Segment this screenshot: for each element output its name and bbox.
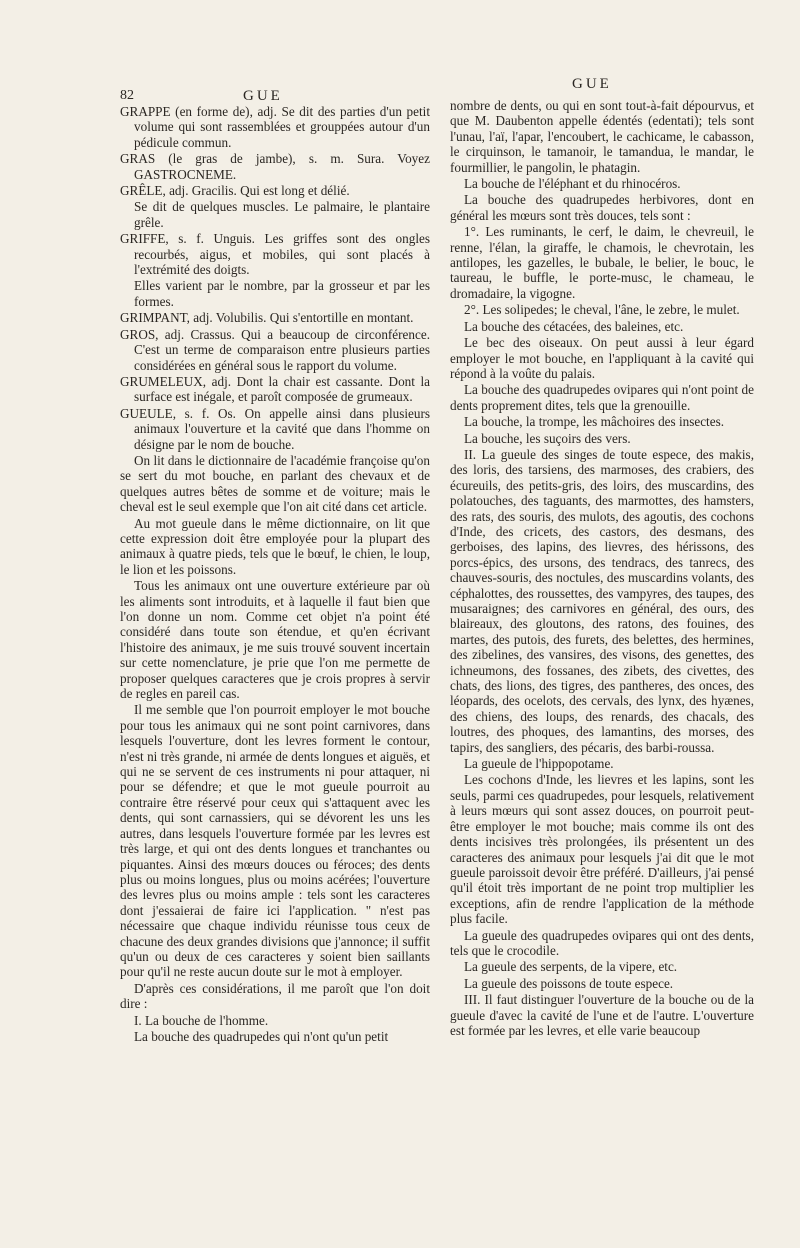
dictionary-entry: GRUMELEUX, adj. Dont la chair est cassante. Dont la surface est inégale, et paroît composée de grumeaux. (120, 373, 430, 405)
paragraph: La bouche, la trompe, les mâchoires des insectes. (464, 414, 724, 430)
paragraph: La bouche de l'éléphant et du rhinocéros. (464, 176, 681, 192)
paragraph: Tous les animaux ont une ouverture extérieure par où les aliments sont introduits, et à laquelle il faut bien que l'on donne un nom. Comme cet objet n'a point été considéré dans toute son étendue, et qu'en écrivant l'histoire des animaux, je me suis trouvé souvent incertain sur cette nomenclature, je prie que l'on me permette de proposer quelques caracteres que je crois propres à servir de regles en pareil cas. (120, 578, 430, 702)
paragraph: La gueule des quadrupedes ovipares qui ont des dents, tels que le crocodile. (450, 927, 754, 958)
paragraph: Se dit de quelques muscles. Le palmaire, le plantaire grêle. (134, 199, 430, 230)
paragraph: La bouche des quadrupedes herbivores, dont en général les mœurs sont très douces, tels sont : (450, 192, 754, 223)
left-running-head: GUE (243, 88, 283, 104)
paragraph: Elles varient par le nombre, par la grosseur et par les formes. (134, 278, 430, 309)
paragraph: La bouche des quadrupedes qui n'ont qu'un petit (134, 1028, 389, 1044)
paragraph: nombre de dents, ou qui en sont tout-à-fait dépourvus, et que M. Daubenton appelle édentés (edentati); tels sont l'unau, l'aï, l'apar, l'encoubert, le cachicame, le cabasson, le cirquinson, le tamanoir, le tamandua, le mandar, le fourmillier, le pangolin, le phatagin. (450, 98, 754, 175)
paragraph: Le bec des oiseaux. On peut aussi à leur égard employer le mot bouche, en l'appliquant à la cavité qui répond à la voûte du palais. (450, 335, 754, 381)
paragraph: On lit dans le dictionnaire de l'académie françoise qu'on se sert du mot bouche, en parlant des chevaux et de quelques autres bêtes de somme et de voiture; mais le cheval est le seul exemple que l'on ait cité dans cet article. (120, 452, 430, 515)
paragraph: La bouche des cétacées, des baleines, etc. (464, 318, 684, 334)
page-number: 82 (120, 88, 134, 103)
paragraph: III. Il faut distinguer l'ouverture de la bouche ou de la gueule d'avec la cavité de l'une et de l'autre. L'ouverture est formée par les levres, et elle varie beaucoup (450, 992, 754, 1038)
paragraph: Il me semble que l'on pourroit employer le mot bouche pour tous les animaux qui ne sont point carnivores, dans lesquels l'ouverture, dont les levres forment le contour, n'est ni très grande, ni armée de dents longues et aiguës, et qui ne se servent de ces instruments ni pour attaquer, ni pour se défendre; et que le mot gueule pourroit au contraire être réservé pour ceux qui s'attaquent avec les dents, qui sont carnassiers, qui se dévorent les uns les autres, dans lesquels l'ouverture formée par les levres est très large, et qui ont des dents longues et tranchantes ou piquantes. Ainsi des mœurs douces ou féroces; des dents plus ou moins longues, plus ou moins acérées; l'ouverture des levres plus ou moins ample : tels sont les caracteres dont j'essaierai de faire ici l'application. " n'est pas nécessaire que chaque individu réunisse tous ceux de chacune des deux grandes divisions que j'annonce; il suffit qu'un ou deux de ces caracteres y soient bien saillants pour qu'il ne reste aucun doute sur le mot à employer. (120, 702, 430, 980)
dictionary-entry: GRIFFE, s. f. Unguis. Les griffes sont des ongles recourbés, aigus, et mobiles, qui sont placés à l'extrémité des doigts. (120, 231, 430, 278)
paragraph: La gueule de l'hippopotame. (464, 756, 614, 772)
dictionary-entry: GRAS (le gras de jambe), s. m. Sura. Voyez GASTROCNEME. (120, 151, 430, 182)
paragraph: 1°. Les ruminants, le cerf, le daim, le chevreuil, le renne, l'élan, la giraffe, le chamois, le chevrotain, les antilopes, les gazelles, le bubale, le belier, le bouc, le taureau, le buffle, le porte-musc, le chameau, le dromadaire, la vigogne. (450, 224, 754, 301)
dictionary-entry: GRIMPANT, adj. Volubilis. Qui s'entortille en montant. (120, 310, 414, 326)
dictionary-entry: GROS, adj. Crassus. Qui a beaucoup de circonférence. C'est un terme de comparaison entre plusieurs parties considérées en général sous le rapport du volume. (120, 326, 430, 373)
paragraph: 2°. Les solipedes; le cheval, l'âne, le zebre, le mulet. (464, 302, 740, 318)
dictionary-entry: GRAPPE (en forme de), adj. Se dit des parties d'un petit volume qui sont rassemblées et grouppées autour d'un pédicule commun. (120, 104, 430, 150)
paragraph: Les cochons d'Inde, les lievres et les lapins, sont les seuls, parmi ces quadrupedes, pour lesquels, relativement à leurs mœurs qui sont assez douces, on pourroit peut-être employer le mot bouche; mais comme ils ont des dents incisives très prolongées, ils présentent un des caracteres des animaux pour lesquels j'ai dit que le mot gueule paroissoit devoir être préféré. D'ailleurs, j'ai pensé qu'il étoit très important de ne point trop multiplier les exceptions, afin de rendre l'application de la méthode plus facile. (450, 772, 754, 927)
dictionary-entry: GRÊLE, adj. Gracilis. Qui est long et délié. (120, 183, 350, 199)
paragraph: I. La bouche de l'homme. (134, 1012, 269, 1028)
dictionary-entry: GUEULE, s. f. Os. On appelle ainsi dans plusieurs animaux l'ouverture et la cavité que dans l'homme on désigne par le nom de bouche. (120, 405, 430, 452)
right-text-column (450, 98, 754, 1039)
paragraph: Au mot gueule dans le même dictionnaire, on lit que cette expression doit être employée pour la plupart des animaux à quatre pieds, tels que le bœuf, le chien, le loup, le lion et les poissons. (120, 515, 430, 577)
paragraph: La bouche des quadrupedes ovipares qui n'ont point de dents proprement dites, tels que la grenouille. (450, 382, 754, 413)
right-running-head: GUE (572, 76, 612, 92)
paragraph: La bouche, les suçoirs des vers. (464, 430, 631, 446)
paragraph: D'après ces considérations, il me paroît que l'on doit dire : (120, 980, 430, 1012)
paragraph: La gueule des poissons de toute espece. (464, 975, 674, 991)
left-text-column (120, 104, 430, 1045)
paragraph: II. La gueule des singes de toute espece, des makis, des loris, des tarsiens, des marmoses, des crabiers, des écureuils, des petits-gris, des loirs, des muscardins, des polatouches, des taguants, des marmottes, des hamsters, des rats, des souris, des mulots, des agoutis, des cochons d'Inde, des cricets, des castors, des desmans, des gerboises, des lapins, des lievres, des hérissons, des porcs-épics, des ursons, des tendracs, des tanrecs, des chauves-souris, des noctules, des muscardins volants, des céphalottes, des roussettes, des vampyres, des taupes, des musaraignes; des carnivores en général, des ours, des blaireaux, des gloutons, des ratons, des fouines, des martes, des putois, des furets, des belettes, des hermines, des zibelines, des vansires, des visons, des genettes, des ichneumons, des fossanes, des zibets, des civettes, des chats, des lions, des tigres, des pantheres, des onces, des léopards, des ocelots, des cervals, des lynx, des hyænes, des chiens, des loups, des renards, des chacals, des loutres, des phoques, des lamantins, des morses, des tapirs, des sangliers, des pécaris, des barbi-roussa. (450, 446, 754, 755)
paragraph: La gueule des serpents, de la vipere, etc. (464, 959, 678, 975)
